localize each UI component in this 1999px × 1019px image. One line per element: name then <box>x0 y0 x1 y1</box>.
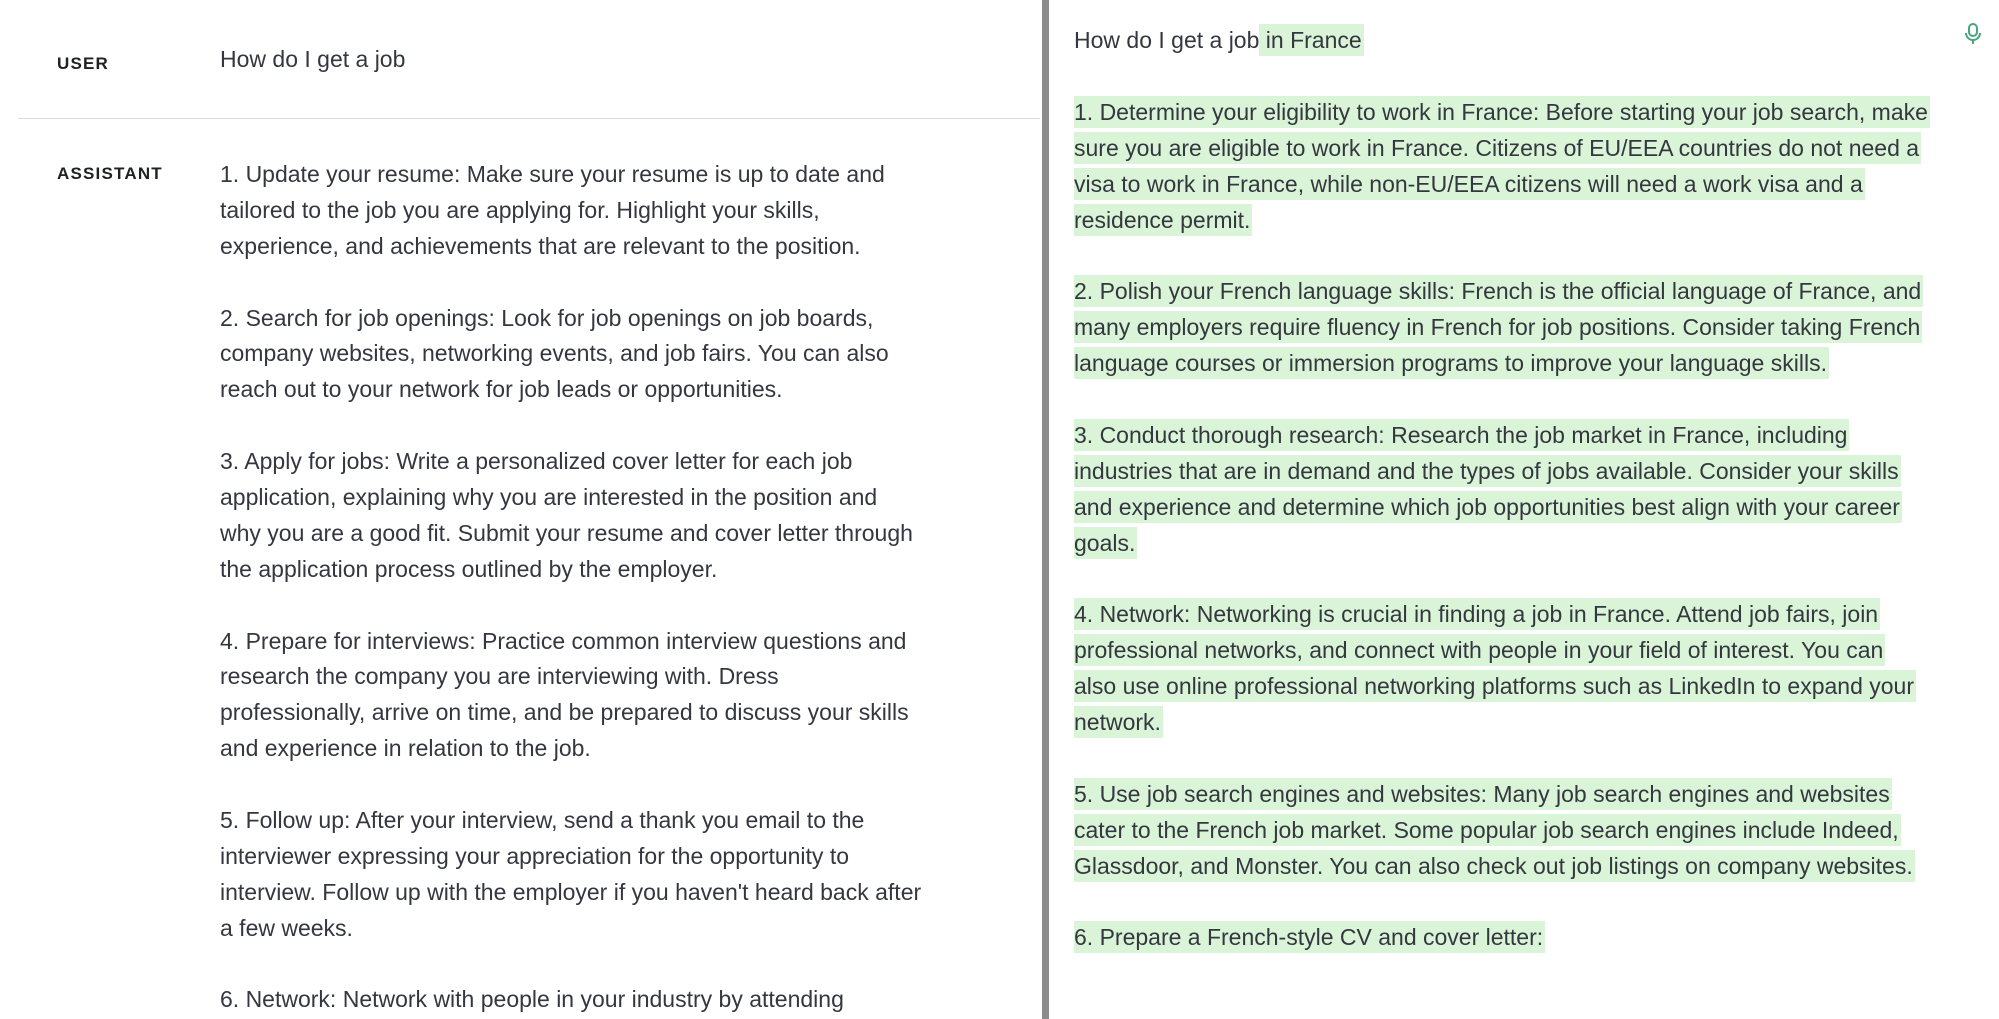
line-text: cater to the French job market. Some popular job search engines include Indeed, <box>1074 814 1901 846</box>
text-line <box>220 981 923 1017</box>
line-text: goals. <box>1074 527 1137 559</box>
text-line <box>220 623 923 659</box>
line-text: 1. Update your resume: Make sure your resume is up to date and <box>220 161 885 187</box>
text-line <box>220 551 923 587</box>
text-line <box>1074 238 1930 274</box>
line-text: 1. Determine your eligibility to work in France: Before starting your job search, make <box>1074 96 1930 128</box>
text-line <box>220 479 923 515</box>
text-line <box>220 694 923 730</box>
text-line <box>1074 740 1930 776</box>
line-text: industries that are in demand and the types of jobs available. Consider your skills <box>1074 455 1901 487</box>
text-line <box>220 587 923 623</box>
text-line <box>220 335 923 371</box>
line-text: language courses or immersion programs to improve your language skills. <box>1074 347 1829 379</box>
text-line <box>220 874 923 910</box>
text-line <box>220 515 923 551</box>
line-text: 2. Polish your French language skills: French is the official language of France, and <box>1074 275 1923 307</box>
completion-panel <box>1049 0 1999 1019</box>
microphone-icon[interactable] <box>1963 22 1983 46</box>
text-line <box>220 802 923 838</box>
line-text: professional networks, and connect with people in your field of interest. You can <box>1074 634 1885 666</box>
text-line <box>1074 632 1930 668</box>
text-line <box>1074 166 1930 202</box>
line-text: reach out to your network for job leads or opportunities. <box>220 376 783 403</box>
text-line <box>220 946 923 982</box>
line-text: and experience in relation to the job. <box>220 735 591 762</box>
text-line <box>1074 596 1930 632</box>
line-text: and experience and determine which job opportunities best align with your career <box>1074 491 1902 523</box>
line-text: many employers require fluency in French for job positions. Consider taking French <box>1074 311 1922 343</box>
text-line <box>220 192 923 228</box>
text-line <box>220 443 923 479</box>
text-line <box>220 371 923 407</box>
line-text: 5. Follow up: After your interview, send a thank you email to the <box>220 807 865 834</box>
line-text: also use online professional networking platforms such as LinkedIn to expand your <box>1074 670 1916 702</box>
prompt-plain: How do I get a job <box>1074 27 1260 53</box>
text-line <box>1074 525 1930 561</box>
line-text: interview. Follow up with the employer if you haven't heard back after <box>220 878 922 905</box>
text-line <box>1074 812 1930 848</box>
line-text: a few weeks. <box>220 914 353 941</box>
line-text: tailored to the job you are applying for. Highlight your skills, <box>220 196 820 223</box>
line-text: 6. Network: Network with people in your industry by attending <box>220 986 844 1013</box>
line-text: 2. Search for job openings: Look for job openings on job boards, <box>220 304 874 331</box>
line-text: application, explaining why you are interested in the position and <box>220 484 878 511</box>
prompt-highlighted: in France <box>1259 24 1363 56</box>
text-line <box>220 300 923 336</box>
text-line <box>220 407 923 443</box>
prompt-text <box>1074 22 1364 58</box>
line-text: company websites, networking events, and job fairs. You can also <box>220 340 889 367</box>
text-line <box>1074 884 1930 920</box>
text-line <box>220 228 923 264</box>
text-line <box>1074 202 1930 238</box>
panel-divider <box>1042 0 1049 1019</box>
text-line <box>1074 130 1930 166</box>
text-line <box>1074 453 1930 489</box>
text-line <box>1074 848 1930 884</box>
text-line <box>1074 381 1930 417</box>
text-line <box>1074 561 1930 597</box>
line-text: 4. Prepare for interviews: Practice common interview questions and <box>220 627 907 654</box>
line-text: residence permit. <box>1074 204 1252 236</box>
text-line <box>1074 273 1930 309</box>
line-text: visa to work in France, while non-EU/EEA citizens will need a work visa and a <box>1074 168 1865 200</box>
text-line <box>1074 417 1930 453</box>
text-line <box>1074 309 1930 345</box>
text-line <box>220 910 923 946</box>
line-text: professionally, arrive on time, and be prepared to discuss your skills <box>220 699 909 726</box>
text-line <box>220 658 923 694</box>
text-line <box>1074 489 1930 525</box>
text-line <box>1074 776 1930 812</box>
text-line <box>220 838 923 874</box>
text-line <box>220 730 923 766</box>
line-text: 3. Apply for jobs: Write a personalized cover letter for each job <box>220 448 853 475</box>
line-text: 4. Network: Networking is crucial in finding a job in France. Attend job fairs, join <box>1074 598 1880 630</box>
text-line <box>1074 94 1930 130</box>
text-line <box>1074 704 1930 740</box>
divider-line <box>18 118 1040 119</box>
text-line <box>1074 345 1930 381</box>
assistant-message <box>220 156 923 1017</box>
assistant-role-label: ASSISTANT <box>57 164 163 183</box>
text-line <box>220 156 923 192</box>
line-text: research the company you are interviewing with. Dress <box>220 663 779 690</box>
line-text: why you are a good fit. Submit your resume and cover letter through <box>220 519 913 546</box>
completion-text <box>1074 94 1930 955</box>
user-role-label: USER <box>57 54 110 73</box>
text-line <box>1074 668 1930 704</box>
text-line <box>220 264 923 300</box>
line-text: 3. Conduct thorough research: Research the job market in France, including <box>1074 419 1849 451</box>
line-text: Glassdoor, and Monster. You can also check out job listings on company websites. <box>1074 850 1915 882</box>
line-text: network. <box>1074 706 1163 738</box>
line-text: the application process outlined by the employer. <box>220 555 718 582</box>
text-line <box>220 766 923 802</box>
line-text: 6. Prepare a French-style CV and cover letter: <box>1074 921 1545 953</box>
user-message: How do I get a job <box>220 46 406 72</box>
text-line <box>1074 919 1930 955</box>
line-text: experience, and achievements that are relevant to the position. <box>220 232 861 259</box>
line-text: 5. Use job search engines and websites: Many job search engines and websites <box>1074 778 1892 810</box>
line-text: interviewer expressing your appreciation for the opportunity to <box>220 842 850 869</box>
line-text: sure you are eligible to work in France. Citizens of EU/EEA countries do not need a <box>1074 132 1921 164</box>
